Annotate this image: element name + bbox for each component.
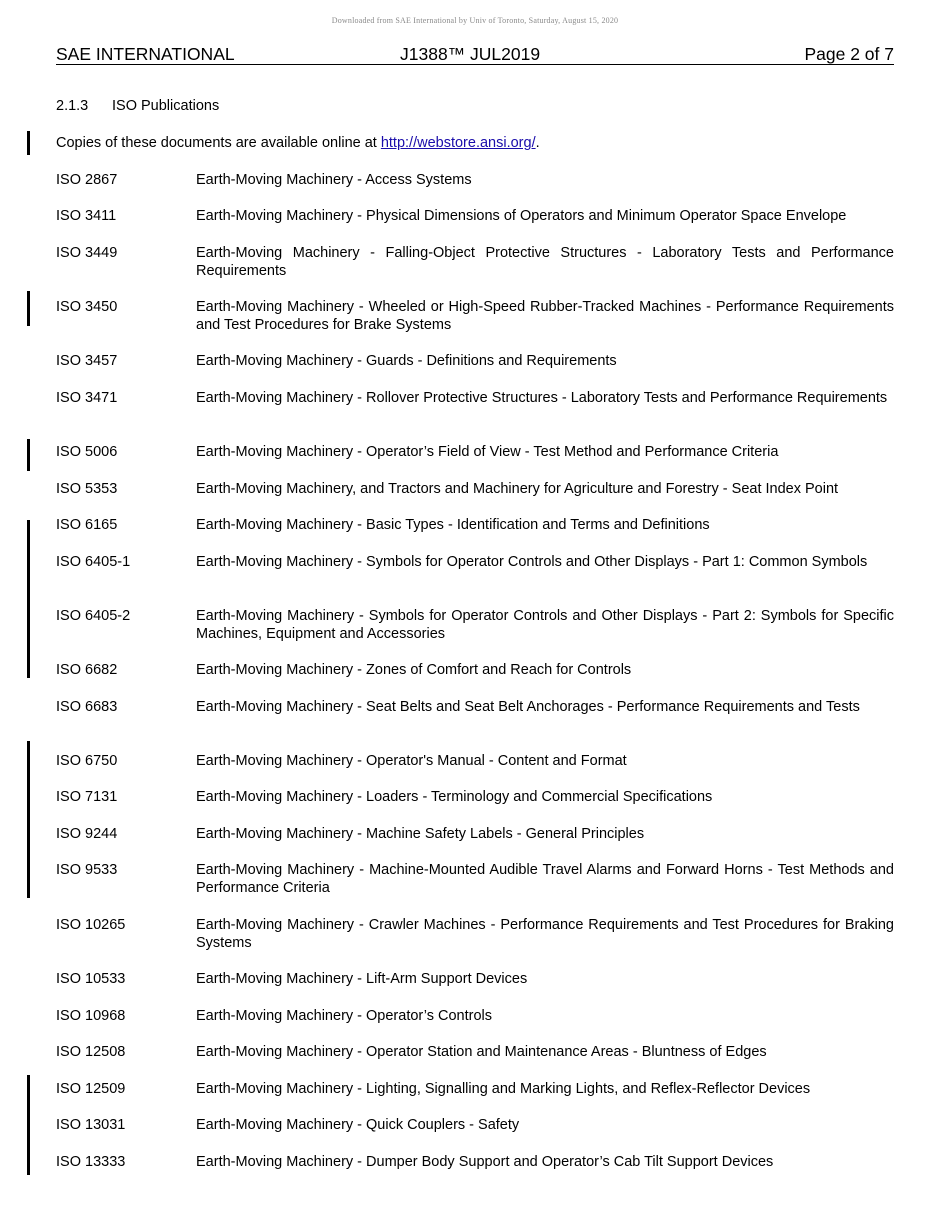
reference-code: ISO 6683 bbox=[56, 699, 118, 715]
reference-entry bbox=[56, 389, 894, 407]
change-bar bbox=[27, 1075, 30, 1175]
change-bar bbox=[27, 291, 30, 326]
reference-entry bbox=[56, 1043, 894, 1061]
reference-entry bbox=[56, 698, 894, 716]
reference-title: Earth-Moving Machinery - Quick Couplers - Safety bbox=[196, 1117, 520, 1133]
intro-text: Copies of these documents are available online at bbox=[56, 135, 381, 151]
reference-entry bbox=[56, 553, 894, 571]
reference-entry bbox=[56, 244, 894, 280]
section-number: 2.1.3 bbox=[56, 98, 89, 114]
reference-code: ISO 3449 bbox=[56, 245, 118, 261]
reference-entry bbox=[56, 607, 894, 643]
reference-title: Earth-Moving Machinery, and Tractors and Machinery for Agriculture and Forestry - Seat Index Point bbox=[196, 481, 839, 497]
download-watermark: Downloaded from SAE International by Univ of Toronto, Saturday, August 15, 2020 bbox=[331, 16, 619, 25]
reference-code: ISO 12509 bbox=[56, 1081, 126, 1097]
section-heading bbox=[56, 97, 219, 115]
reference-title: Earth-Moving Machinery - Crawler Machines - Performance Requirements and Test Procedures for Braking Systems bbox=[196, 917, 894, 951]
reference-title: Earth-Moving Machinery - Machine-Mounted Audible Travel Alarms and Forward Horns - Test Methods and Performance Criteria bbox=[196, 862, 894, 896]
reference-title: Earth-Moving Machinery - Seat Belts and Seat Belt Anchorages - Performance Requirements and Tests bbox=[196, 699, 860, 715]
reference-title: Earth-Moving Machinery - Operator Station and Maintenance Areas - Bluntness of Edges bbox=[196, 1044, 767, 1060]
reference-entry bbox=[56, 861, 894, 897]
reference-code: ISO 9533 bbox=[56, 862, 118, 878]
reference-title: Earth-Moving Machinery - Rollover Protective Structures - Laboratory Tests and Performance Requirements bbox=[196, 390, 888, 406]
reference-entry bbox=[56, 207, 894, 225]
reference-title: Earth-Moving Machinery - Machine Safety Labels - General Principles bbox=[196, 826, 645, 842]
intro-period: . bbox=[535, 135, 540, 151]
reference-code: ISO 6165 bbox=[56, 517, 118, 533]
reference-code: ISO 7131 bbox=[56, 789, 118, 805]
reference-entry bbox=[56, 1080, 894, 1098]
ansi-webstore-link[interactable]: http://webstore.ansi.org/ bbox=[380, 135, 536, 151]
reference-entry bbox=[56, 916, 894, 952]
reference-entry bbox=[56, 1116, 894, 1134]
reference-code: ISO 13333 bbox=[56, 1154, 126, 1170]
change-bar bbox=[27, 741, 30, 898]
reference-title: Earth-Moving Machinery - Basic Types - Identification and Terms and Definitions bbox=[196, 517, 710, 533]
reference-code: ISO 3411 bbox=[56, 208, 117, 224]
reference-title: Earth-Moving Machinery - Operator’s Controls bbox=[196, 1008, 493, 1024]
reference-entry bbox=[56, 298, 894, 334]
reference-entry bbox=[56, 788, 894, 806]
reference-entry bbox=[56, 352, 894, 370]
reference-code: ISO 6405-2 bbox=[56, 608, 131, 624]
reference-title: Earth-Moving Machinery - Loaders - Terminology and Commercial Specifications bbox=[196, 789, 713, 805]
reference-code: ISO 5353 bbox=[56, 481, 118, 497]
reference-code: ISO 3457 bbox=[56, 353, 118, 369]
reference-code: ISO 5006 bbox=[56, 444, 118, 460]
reference-entry bbox=[56, 516, 894, 534]
reference-entry bbox=[56, 443, 894, 461]
change-bar bbox=[27, 131, 30, 155]
reference-entry bbox=[56, 825, 894, 843]
reference-entry bbox=[56, 752, 894, 770]
reference-code: ISO 10265 bbox=[56, 917, 126, 933]
reference-code: ISO 13031 bbox=[56, 1117, 126, 1133]
reference-title: Earth-Moving Machinery - Guards - Definitions and Requirements bbox=[196, 353, 617, 369]
reference-title: Earth-Moving Machinery - Physical Dimensions of Operators and Minimum Operator Space Envelope bbox=[196, 208, 847, 224]
reference-code: ISO 3450 bbox=[56, 299, 118, 315]
reference-title: Earth-Moving Machinery - Lighting, Signalling and Marking Lights, and Reflex-Reflector Devices bbox=[196, 1081, 811, 1097]
reference-title: Earth-Moving Machinery - Symbols for Operator Controls and Other Displays - Part 2: Symbols for Specific Machines, Equipment and Accessories bbox=[196, 608, 894, 642]
section-title: ISO Publications bbox=[112, 98, 220, 114]
reference-title: Earth-Moving Machinery - Dumper Body Support and Operator’s Cab Tilt Support Devices bbox=[196, 1154, 774, 1170]
reference-entry bbox=[56, 661, 894, 679]
reference-title: Earth-Moving Machinery - Operator's Manual - Content and Format bbox=[196, 753, 627, 769]
reference-title: Earth-Moving Machinery - Operator’s Field of View - Test Method and Performance Criteria bbox=[196, 444, 779, 460]
reference-code: ISO 12508 bbox=[56, 1044, 126, 1060]
reference-code: ISO 6405-1 bbox=[56, 554, 131, 570]
reference-title: Earth-Moving Machinery - Symbols for Operator Controls and Other Displays - Part 1: Common Symbols bbox=[196, 554, 868, 570]
reference-title: Earth-Moving Machinery - Wheeled or High-Speed Rubber-Tracked Machines - Performance Requirements and Test Procedures for Brake Systems bbox=[196, 299, 894, 333]
reference-code: ISO 6682 bbox=[56, 662, 118, 678]
reference-code: ISO 6750 bbox=[56, 753, 118, 769]
change-bar bbox=[27, 439, 30, 471]
reference-code: ISO 9244 bbox=[56, 826, 118, 842]
reference-title: Earth-Moving Machinery - Zones of Comfort and Reach for Controls bbox=[196, 662, 632, 678]
page-header bbox=[56, 44, 894, 65]
reference-title: Earth-Moving Machinery - Falling-Object Protective Structures - Laboratory Tests and Performance Requirements bbox=[196, 245, 894, 279]
reference-entry bbox=[56, 171, 894, 189]
reference-entry bbox=[56, 1153, 894, 1171]
reference-entry bbox=[56, 480, 894, 498]
reference-title: Earth-Moving Machinery - Lift-Arm Support Devices bbox=[196, 971, 528, 987]
intro-paragraph bbox=[56, 134, 540, 152]
change-bar bbox=[27, 520, 30, 678]
reference-code: ISO 3471 bbox=[56, 390, 118, 406]
reference-code: ISO 10533 bbox=[56, 971, 126, 987]
header-page-number: Page 2 of 7 bbox=[804, 44, 894, 64]
header-org: SAE INTERNATIONAL bbox=[56, 44, 235, 64]
reference-entry bbox=[56, 1007, 894, 1025]
reference-code: ISO 10968 bbox=[56, 1008, 126, 1024]
reference-title: Earth-Moving Machinery - Access Systems bbox=[196, 172, 472, 188]
reference-entry bbox=[56, 970, 894, 988]
header-doc-id: J1388™ JUL2019 bbox=[400, 44, 541, 64]
reference-code: ISO 2867 bbox=[56, 172, 118, 188]
